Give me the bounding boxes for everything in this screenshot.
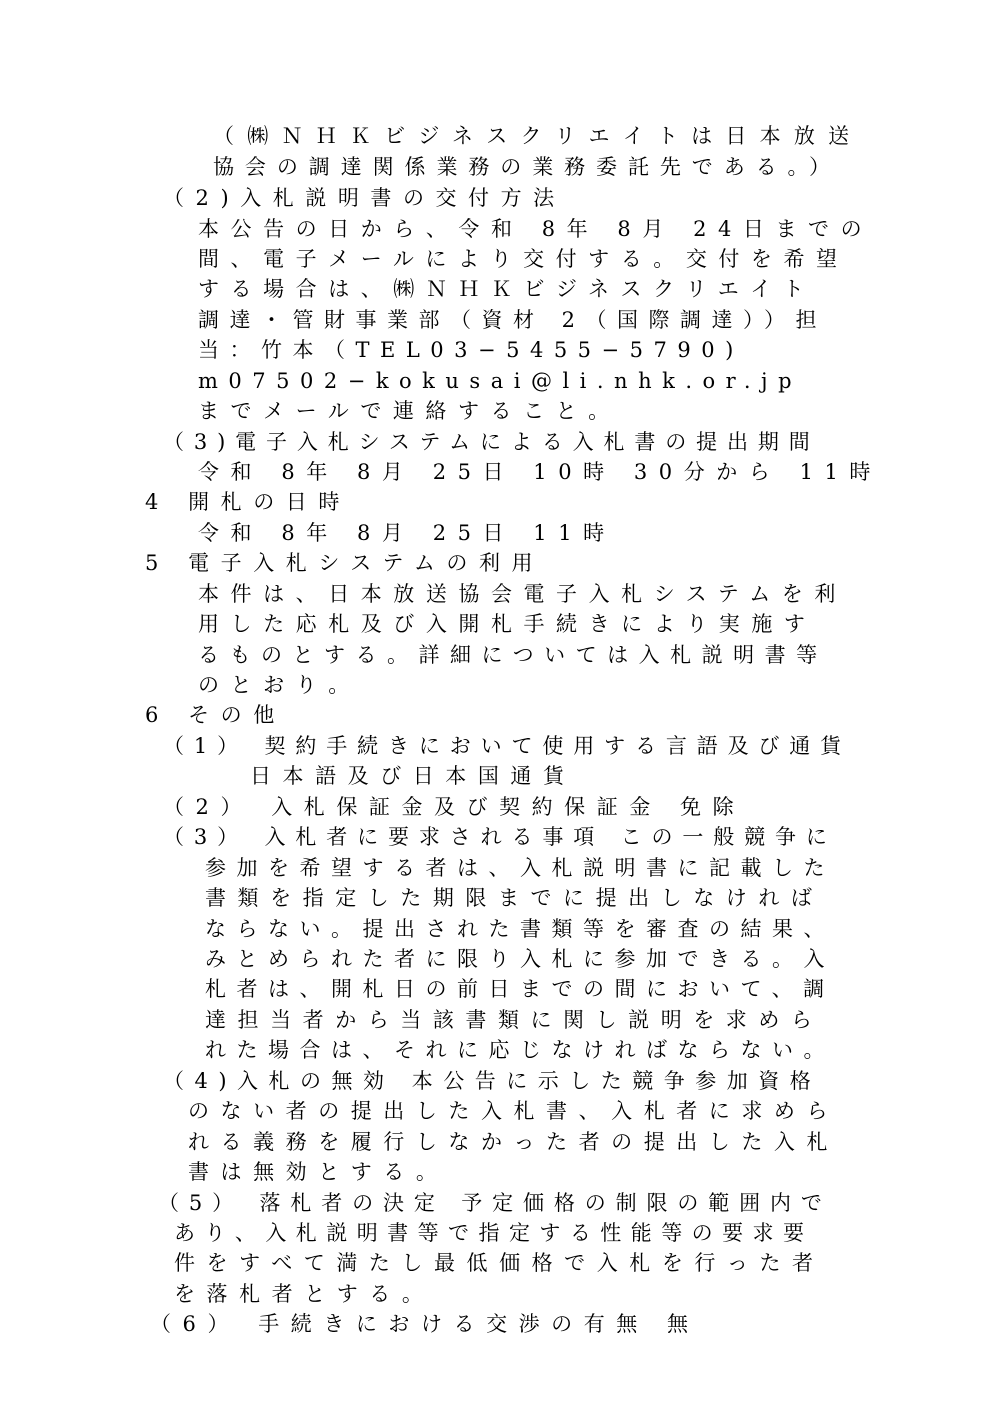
text-line-34: れる義務を履行しなかった者の提出した入札 (188, 1130, 839, 1154)
subsection-6-3: （3） 入札者に要求される事項 この一般競争に (163, 825, 837, 849)
text-line-10: までメールで連絡すること。 (198, 399, 621, 423)
text-line-37: あり、入札説明書等で指定する性能等の要求要 (174, 1221, 814, 1245)
text-line-29: 札者は、開札日の前日までの間において、調 (205, 977, 835, 1001)
text-line-6: する場合は、㈱ＮＨＫビジネスクリエイト (198, 277, 816, 301)
text-line-4: 本公告の日から、令和 8年 8月 24日までの (198, 217, 874, 241)
subsection-6-4: （4)入札の無効 本公告に示した競争参加資格 (163, 1069, 822, 1093)
text-line-28: みとめられた者に限り入札に参加できる。入 (205, 947, 835, 971)
subsection-6-5: （5） 落札者の決定 予定価格の制限の範囲内で (158, 1191, 832, 1215)
text-line-22: 日本語及び日本国通貨 (250, 764, 576, 788)
text-line-25: 参加を希望する者は、入札説明書に記載した (205, 856, 835, 880)
contact-line: 当：竹本（TEL03−5455−5790) (198, 338, 744, 362)
text-line-35: 書は無効とする。 (188, 1160, 449, 1184)
section-heading-3-3: （3)電子入札システムによる入札書の提出期間 (163, 430, 820, 454)
text-line-7: 調達・管財事業部（資材 2（国際調達））担 (198, 308, 828, 332)
opening-datetime-line: 令和 8年 8月 25日 11時 (198, 521, 616, 545)
section-heading-5: 5 電子入札システムの利用 (145, 551, 545, 575)
section-heading-4: 4 開札の日時 (145, 490, 351, 514)
text-line-19: のとおり。 (198, 673, 361, 697)
text-line-27: ならない。提出された書類等を審査の結果、 (205, 917, 835, 941)
text-line-2: 協会の調達関係業務の業務委託先である。） (213, 155, 841, 179)
subsection-6-2: （2） 入札保証金及び契約保証金 免除 (163, 795, 746, 819)
section-heading-3-2: （2)入札説明書の交付方法 (163, 186, 566, 210)
text-line-1: （㈱ＮＨＫビジネスクリエイトは日本放送 (213, 124, 863, 148)
section-heading-6: 6 その他 (145, 703, 286, 727)
subsection-6-1: （1） 契約手続きにおいて使用する言語及び通貨 (163, 734, 852, 758)
text-line-38: 件をすべて満たし最低価格で入札を行った者 (174, 1251, 825, 1275)
text-line-33: のない者の提出した入札書、入札者に求めら (188, 1099, 839, 1123)
text-line-31: れた場合は、それに応じなければならない。 (205, 1038, 835, 1062)
text-line-16: 本件は、日本放送協会電子入札システムを利 (198, 582, 847, 606)
text-line-18: るものとする。詳細については入札説明書等 (198, 643, 828, 667)
text-line-26: 書類を指定した期限までに提出しなければ (205, 886, 824, 910)
subsection-6-6: （6） 手続きにおける交渉の有無 無 (150, 1312, 700, 1336)
text-line-5: 間、電子メールにより交付する。交付を希望 (198, 247, 849, 271)
contact-email: m07502−kokusai@li.nhk.or.jp (198, 369, 803, 393)
bid-period-line: 令和 8年 8月 25日 10時 30分から 11時 (198, 460, 882, 484)
text-line-30: 達担当者から当該書類に関し説明を求めら (205, 1008, 824, 1032)
text-line-17: 用した応札及び入開札手続きにより実施す (198, 612, 817, 636)
text-line-39: を落札者とする。 (174, 1282, 435, 1306)
